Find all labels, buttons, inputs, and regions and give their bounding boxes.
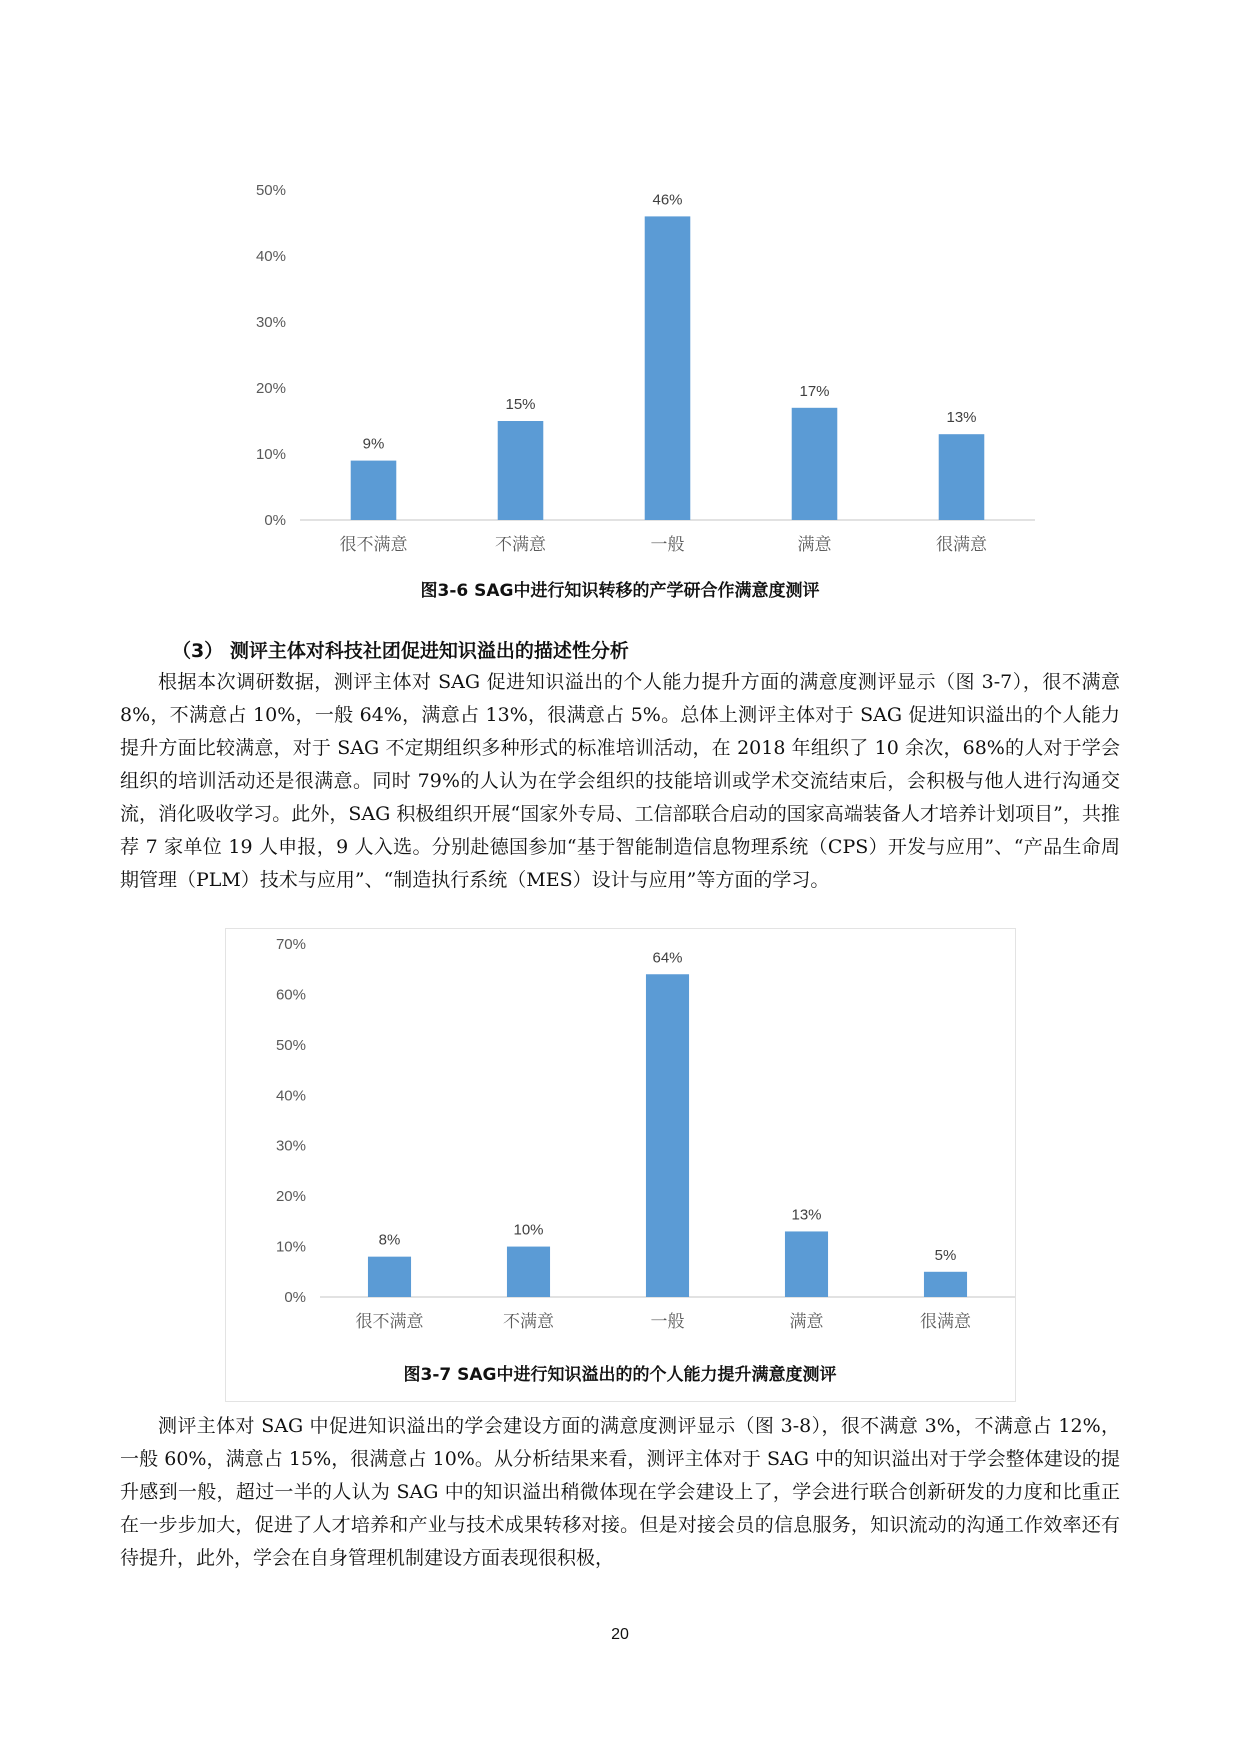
data-label: 15%	[505, 396, 536, 413]
bar	[498, 421, 544, 520]
chart-figure-3-7	[255, 938, 1015, 1338]
section-heading: （3） 测评主体对科技社团促进知识溢出的描述性分析	[172, 640, 629, 662]
data-label: 5%	[934, 1246, 957, 1264]
chart-figure-3-6	[240, 170, 1040, 570]
bar	[792, 408, 838, 520]
figure-3-6-caption: 图3-6 SAG中进行知识转移的产学研合作满意度测评	[420, 581, 820, 601]
x-tick-label: 满意	[797, 535, 832, 555]
bar	[646, 974, 689, 1297]
y-tick-label: 70%	[275, 936, 306, 953]
data-label: 64%	[652, 949, 683, 967]
data-label: 13%	[791, 1206, 822, 1224]
y-tick-label: 30%	[255, 314, 286, 331]
data-label: 10%	[513, 1221, 544, 1239]
bar	[645, 216, 691, 520]
y-tick-label: 40%	[275, 1087, 306, 1105]
data-label: 8%	[378, 1231, 401, 1249]
bar	[368, 1257, 411, 1297]
bar	[939, 434, 985, 520]
x-tick-label: 很满意	[920, 1312, 971, 1332]
bar	[351, 461, 397, 520]
y-tick-label: 10%	[255, 446, 286, 463]
x-tick-label: 很不满意	[355, 1312, 424, 1332]
x-tick-label: 一般	[650, 1312, 685, 1332]
y-tick-label: 0%	[284, 1289, 306, 1306]
paragraph-1: 根据本次调研数据，测评主体对 SAG 促进知识溢出的个人能力提升方面的满意度测评显示（图 3-7），很不满意 8%，不满意占 10%，一般 64%，满意占 13%，很满意占 5%。总体上测评主体对于 SAG 促进知识溢出的个人能力提升方面比较满意，对于 SAG 不定期组织多种形式的标准培训活动，在 2018 年组织了 10 余次，68%的人对于学会组织的培训活动还是很满意。同时 79%的人认为在学会组织的技能培训或学术交流结束后，会积极与他人进行沟通交流，消化吸收学习。此外，SAG 积极组织开展“国家外专局、工信部联合启动的国家高端装备人才培养计划项目”，共推荐 7 家单位 19 人申报，9 人入选。分别赴德国参加“基于智能制造信息物理系统（CPS）开发与应用”、“产品生命周期管理（PLM）技术与应用”、“制造执行系统（MES）设计与应用”等方面的学习。	[120, 671, 1120, 891]
y-tick-label: 10%	[275, 1238, 306, 1256]
data-label: 9%	[362, 435, 385, 453]
bar	[785, 1231, 828, 1297]
y-tick-label: 40%	[255, 248, 286, 265]
y-tick-label: 60%	[275, 986, 306, 1004]
data-label: 13%	[946, 409, 977, 427]
data-label: 17%	[799, 382, 830, 400]
x-tick-label: 不满意	[503, 1312, 554, 1332]
bar	[507, 1247, 550, 1297]
chart-svg	[255, 938, 1015, 1338]
x-tick-label: 满意	[789, 1312, 824, 1332]
figure-3-7-caption: 图3-7 SAG中进行知识溢出的的个人能力提升满意度测评	[403, 1365, 837, 1385]
x-tick-label: 一般	[650, 535, 685, 555]
y-tick-label: 20%	[275, 1188, 306, 1206]
y-tick-label: 20%	[255, 380, 286, 397]
x-tick-label: 很满意	[936, 535, 987, 555]
y-tick-label: 0%	[264, 512, 286, 529]
y-tick-label: 30%	[275, 1137, 306, 1155]
paragraph-2: 测评主体对 SAG 中促进知识溢出的学会建设方面的满意度测评显示（图 3-8），很不满意 3%，不满意占 12%，一般 60%，满意占 15%，很满意占 10%。从分析结果来看，测评主体对于 SAG 中的知识溢出对于学会整体建设的提升感到一般，超过一半的人认为 SAG 中的知识溢出稍微体现在学会建设上了，学会进行联合创新研发的力度和比重正在一步步加大，促进了人才培养和产业与技术成果转移对接。但是对接会员的信息服务，知识流动的沟通工作效率还有待提升，此外，学会在自身管理机制建设方面表现很积极，	[120, 1415, 1120, 1569]
x-tick-label: 很不满意	[339, 535, 408, 555]
y-tick-label: 50%	[255, 182, 286, 199]
data-label: 46%	[652, 191, 683, 209]
x-tick-label: 不满意	[495, 535, 546, 555]
page-number: 20	[611, 1626, 629, 1643]
bar	[924, 1272, 967, 1297]
chart-svg	[240, 170, 1040, 570]
y-tick-label: 50%	[275, 1036, 306, 1054]
